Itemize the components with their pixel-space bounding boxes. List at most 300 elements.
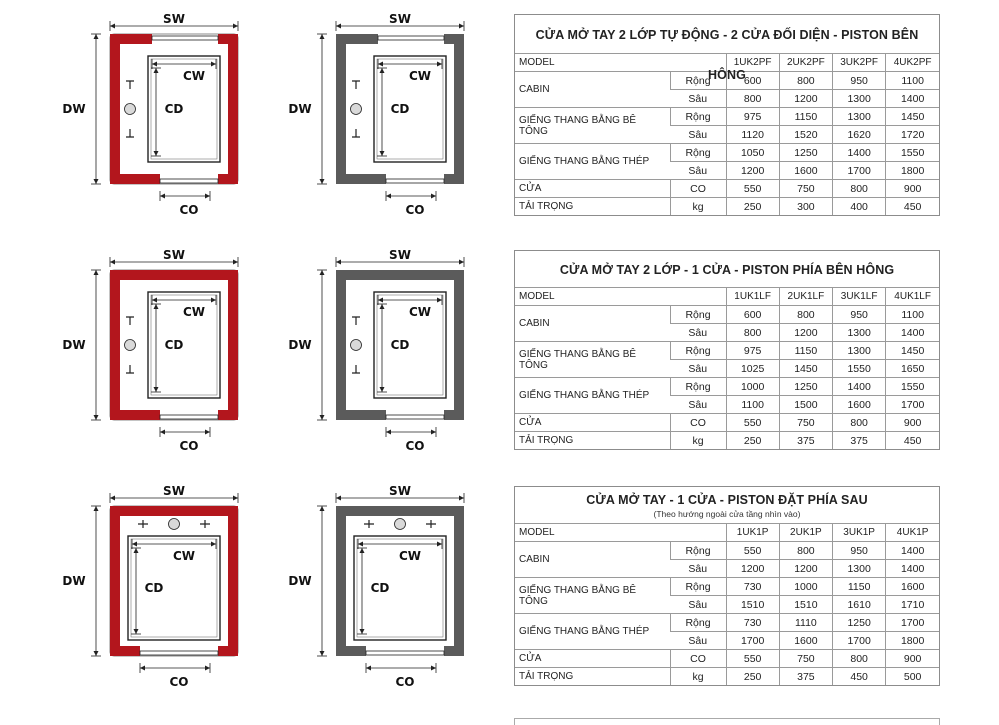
group-label: CỬA (515, 180, 670, 198)
table-cell: 1100 (726, 396, 779, 414)
table-cell: 250 (726, 668, 779, 686)
guide-rail-icon (200, 520, 210, 528)
co-label: CO (405, 203, 425, 217)
shaft-diagram-1-brick (60, 14, 250, 219)
arrow-head (233, 260, 238, 265)
table-cell: 550 (726, 542, 779, 560)
guide-rail-icon (138, 520, 148, 528)
arrow-head (336, 24, 341, 29)
table-cell: 1150 (779, 342, 832, 360)
table-cell: 1400 (886, 324, 939, 342)
shaft-diagram-1-steel (286, 14, 476, 219)
table-cell: 550 (726, 414, 779, 432)
table-cell: 1700 (833, 162, 886, 180)
row-unit: Rộng (670, 342, 726, 360)
table-cell: 1200 (726, 162, 779, 180)
wall-bottom-right (218, 174, 238, 184)
dw-label: DW (288, 102, 312, 116)
table-cell: 750 (779, 414, 832, 432)
table-cell: 1450 (779, 360, 832, 378)
table-cell: 1300 (833, 90, 886, 108)
arrow-head (160, 194, 165, 199)
arrow-head (320, 34, 325, 39)
model-name: 2UK1P (779, 524, 832, 542)
model-name: 1UK1LF (726, 288, 779, 306)
piston-icon (351, 104, 362, 115)
wall-left (336, 270, 346, 420)
guide-rail-icon (352, 129, 360, 137)
table-cell: 1600 (833, 396, 886, 414)
guide-rail-icon (126, 365, 134, 373)
arrow-head (94, 651, 99, 656)
spec-table-title: CỬA MỞ TAY 2 LỚP - 1 CỬA - PISTON PHÍA BÊN HÔNG (559, 263, 895, 277)
sw-label: SW (163, 248, 185, 262)
wall-top-right (218, 34, 238, 44)
row-unit: Sâu (670, 162, 726, 180)
table-row (515, 524, 939, 542)
table-cell: 1700 (886, 614, 939, 632)
arrow-head (459, 24, 464, 29)
model-label: MODEL (515, 524, 726, 542)
door-sill (140, 651, 218, 655)
table-cell: 730 (726, 578, 779, 596)
model-name: 3UK1P (833, 524, 886, 542)
row-unit: Sâu (670, 90, 726, 108)
guide-rail-icon (352, 317, 360, 325)
table-row (515, 180, 939, 198)
table-cell: 1450 (886, 108, 939, 126)
dw-label: DW (288, 574, 312, 588)
table-cell: 800 (779, 306, 832, 324)
wall-bottom-left (110, 646, 140, 656)
row-unit: Rộng (670, 144, 726, 162)
shaft-plan-svg (60, 486, 250, 691)
table-cell: 975 (726, 342, 779, 360)
co-label: CO (179, 203, 199, 217)
table-cell: 950 (833, 306, 886, 324)
table-cell: 800 (726, 324, 779, 342)
table-cell: 1510 (726, 596, 779, 614)
table-cell: 450 (886, 198, 939, 216)
table-cell: 1025 (726, 360, 779, 378)
guide-rail-icon (426, 520, 436, 528)
table-cell: 1450 (886, 342, 939, 360)
row-unit: CO (670, 414, 726, 432)
cw-label: CW (182, 305, 206, 319)
cd-label: CD (164, 338, 184, 352)
model-label: MODEL (515, 288, 726, 306)
table-cell: 800 (779, 542, 832, 560)
table-cell: 800 (779, 72, 832, 90)
model-name: 1UK1P (726, 524, 779, 542)
table-cell: 1110 (779, 614, 832, 632)
model-name: 2UK1LF (779, 288, 832, 306)
group-label: CABIN (515, 542, 670, 578)
wall-right (228, 506, 238, 656)
model-name: 4UK2PF (886, 54, 939, 72)
arrow-head (205, 430, 210, 435)
table-cell: 550 (726, 650, 779, 668)
table-row (515, 650, 939, 668)
wall-bottom-left (336, 410, 386, 420)
cw-label: CW (408, 305, 432, 319)
table-cell: 1400 (886, 542, 939, 560)
table-cell: 800 (833, 414, 886, 432)
shaft-diagram-3-steel (286, 486, 476, 691)
cw-label: CW (398, 549, 422, 563)
piston-icon (351, 340, 362, 351)
table-cell: 1610 (833, 596, 886, 614)
table-cell: 900 (886, 650, 939, 668)
table-cell: 450 (833, 668, 886, 686)
wall-right (454, 270, 464, 420)
table-cell: 1800 (886, 162, 939, 180)
table-row (515, 342, 939, 360)
wall-bottom-left (336, 174, 386, 184)
wall-top (336, 270, 464, 280)
row-unit: Rộng (670, 306, 726, 324)
table-cell: 1720 (886, 126, 939, 144)
spec-table-2 (514, 250, 940, 450)
table-row (515, 198, 939, 216)
sw-label: SW (389, 248, 411, 262)
arrow-head (459, 260, 464, 265)
wall-left (110, 34, 120, 184)
table-cell: 1000 (726, 378, 779, 396)
row-unit: Sâu (670, 396, 726, 414)
spec-table-grid (515, 287, 939, 449)
row-unit: Sâu (670, 360, 726, 378)
row-unit: CO (670, 650, 726, 668)
table-cell: 1510 (779, 596, 832, 614)
wall-bottom-right (218, 410, 238, 420)
table-cell: 1400 (886, 90, 939, 108)
arrow-head (431, 430, 436, 435)
wall-bottom-right (444, 174, 464, 184)
row-unit: Rộng (670, 108, 726, 126)
table-row (515, 432, 939, 450)
group-label: TẢI TRỌNG (515, 198, 670, 216)
piston-icon (169, 519, 180, 530)
cd-label: CD (370, 581, 390, 595)
arrow-head (336, 260, 341, 265)
table-cell: 800 (833, 650, 886, 668)
table-cell: 1200 (726, 560, 779, 578)
table-cell: 975 (726, 108, 779, 126)
arrow-head (110, 496, 115, 501)
group-label: GIẾNG THANG BẰNG BÊ TÔNG (515, 578, 670, 614)
wall-top-left (110, 34, 152, 44)
table-cell: 1000 (779, 578, 832, 596)
arrow-head (94, 506, 99, 511)
piston-icon (125, 340, 136, 351)
wall-left (336, 506, 346, 656)
table-cell: 1600 (886, 578, 939, 596)
table-cell: 1120 (726, 126, 779, 144)
table-cell: 1500 (779, 396, 832, 414)
sw-label: SW (163, 484, 185, 498)
sw-label: SW (389, 484, 411, 498)
piston-icon (395, 519, 406, 530)
table-row (515, 668, 939, 686)
shaft-plan-svg (286, 250, 476, 455)
table-cell: 1100 (886, 306, 939, 324)
table-cell: 1400 (833, 378, 886, 396)
table-cell: 1300 (833, 342, 886, 360)
table-cell: 1200 (779, 560, 832, 578)
spec-table-3 (514, 486, 940, 686)
model-name: 3UK1LF (833, 288, 886, 306)
arrow-head (205, 194, 210, 199)
cw-label: CW (182, 69, 206, 83)
arrow-head (366, 666, 371, 671)
guide-rail-icon (126, 81, 134, 89)
arrow-head (94, 415, 99, 420)
arrow-head (386, 430, 391, 435)
table-cell: 1300 (833, 108, 886, 126)
guide-rail-icon (352, 365, 360, 373)
group-label: TẢI TRỌNG (515, 668, 670, 686)
model-name: 4UK1LF (886, 288, 939, 306)
arrow-head (320, 270, 325, 275)
group-label: CỬA (515, 414, 670, 432)
arrow-head (320, 506, 325, 511)
group-label: CABIN (515, 72, 670, 108)
table-cell: 1550 (886, 144, 939, 162)
table-cell: 800 (833, 180, 886, 198)
table-cell: 1250 (779, 144, 832, 162)
arrow-head (94, 179, 99, 184)
group-label: CỬA (515, 650, 670, 668)
cd-label: CD (390, 338, 410, 352)
table-cell: 1200 (779, 324, 832, 342)
wall-right (454, 34, 464, 184)
guide-rail-icon (364, 520, 374, 528)
table-cell: 1400 (833, 144, 886, 162)
table-cell: 1800 (886, 632, 939, 650)
table-cell: 1700 (726, 632, 779, 650)
table-cell: 500 (886, 668, 939, 686)
wall-top (110, 270, 238, 280)
arrow-head (110, 24, 115, 29)
cd-label: CD (164, 102, 184, 116)
table-cell: 730 (726, 614, 779, 632)
cd-label: CD (144, 581, 164, 595)
arrow-head (233, 24, 238, 29)
shaft-plan-svg (286, 14, 476, 219)
sw-label: SW (389, 12, 411, 26)
row-unit: Sâu (670, 126, 726, 144)
table-cell: 1150 (833, 578, 886, 596)
door-sill (386, 415, 444, 419)
table-row (515, 144, 939, 162)
shaft-diagram-2-steel (286, 250, 476, 455)
wall-bottom-right (444, 410, 464, 420)
group-label: TẢI TRỌNG (515, 432, 670, 450)
spec-table-title: CỬA MỞ TAY - 1 CỬA - PISTON ĐẶT PHÍA SAU (586, 493, 868, 507)
wall-right (454, 506, 464, 656)
table-cell: 375 (833, 432, 886, 450)
co-label: CO (169, 675, 189, 689)
table-cell: 600 (726, 306, 779, 324)
model-name: 4UK1P (886, 524, 939, 542)
table-cell: 1620 (833, 126, 886, 144)
group-label: CABIN (515, 306, 670, 342)
dw-label: DW (62, 102, 86, 116)
row-unit: Rộng (670, 614, 726, 632)
row-unit: kg (670, 432, 726, 450)
row-unit: Sâu (670, 596, 726, 614)
shaft-plan-svg (286, 486, 476, 691)
group-label: GIẾNG THANG BẰNG THÉP (515, 378, 670, 414)
row-unit: Rộng (670, 378, 726, 396)
guide-rail-icon (352, 81, 360, 89)
wall-left (110, 506, 120, 656)
table-row (515, 108, 939, 126)
table-cell: 950 (833, 72, 886, 90)
dw-label: DW (62, 574, 86, 588)
row-unit: Rộng (670, 72, 726, 90)
spec-table-1 (514, 14, 940, 216)
table-row (515, 578, 939, 596)
wall-bottom-right (218, 646, 238, 656)
cd-label: CD (390, 102, 410, 116)
arrow-head (140, 666, 145, 671)
table-cell: 450 (886, 432, 939, 450)
table-cell: 750 (779, 650, 832, 668)
row-unit: kg (670, 668, 726, 686)
shaft-plan-svg (60, 250, 250, 455)
wall-right (228, 34, 238, 184)
door-sill-rear (378, 36, 444, 40)
piston-icon (125, 104, 136, 115)
arrow-head (205, 666, 210, 671)
door-sill (160, 415, 218, 419)
group-label: GIẾNG THANG BẰNG BÊ TÔNG (515, 342, 670, 378)
dw-label: DW (288, 338, 312, 352)
wall-right (228, 270, 238, 420)
table-cell: 250 (726, 432, 779, 450)
table-cell: 750 (779, 180, 832, 198)
table-cell: 1100 (886, 72, 939, 90)
spec-table-subtitle: (Theo hướng ngoài cửa tầng nhìn vào) (653, 509, 801, 519)
dw-label: DW (62, 338, 86, 352)
row-unit: kg (670, 198, 726, 216)
co-label: CO (395, 675, 415, 689)
table-row (515, 614, 939, 632)
table-cell: 1700 (833, 632, 886, 650)
door-sill (366, 651, 444, 655)
table-row (515, 378, 939, 396)
table-cell: 1710 (886, 596, 939, 614)
table-cell: 1200 (779, 90, 832, 108)
table-cell: 1050 (726, 144, 779, 162)
table-cell: 1550 (833, 360, 886, 378)
group-label: GIẾNG THANG BẰNG BÊ TÔNG (515, 108, 670, 144)
row-unit: CO (670, 180, 726, 198)
arrow-head (320, 651, 325, 656)
co-label: CO (405, 439, 425, 453)
arrow-head (459, 496, 464, 501)
model-label: MODEL (515, 54, 726, 72)
wall-bottom-left (336, 646, 366, 656)
cw-label: CW (408, 69, 432, 83)
table-cell: 900 (886, 180, 939, 198)
table-cell: 1520 (779, 126, 832, 144)
wall-left (110, 270, 120, 420)
wall-top-right (444, 34, 464, 44)
door-sill (386, 179, 444, 183)
spec-table-title: CỬA MỞ TAY 2 LỚP TỰ ĐỘNG - 2 CỬA ĐỐI DIỆN - PISTON BÊN HÔNG (535, 28, 919, 82)
table-cell: 375 (779, 668, 832, 686)
table-cell: 300 (779, 198, 832, 216)
row-unit: Rộng (670, 542, 726, 560)
row-unit: Rộng (670, 578, 726, 596)
table-cell: 1250 (779, 378, 832, 396)
guide-rail-icon (126, 129, 134, 137)
spec-table-grid (515, 523, 939, 685)
model-name: 3UK2PF (833, 54, 886, 72)
group-label: GIẾNG THANG BẰNG THÉP (515, 144, 670, 180)
table-cell: 250 (726, 198, 779, 216)
table-cell: 950 (833, 542, 886, 560)
table-cell: 1600 (779, 632, 832, 650)
table-cell: 600 (726, 72, 779, 90)
wall-top (110, 506, 238, 516)
arrow-head (386, 194, 391, 199)
table-cell: 1400 (886, 560, 939, 578)
sw-label: SW (163, 12, 185, 26)
table-cell: 400 (833, 198, 886, 216)
shaft-diagram-2-brick (60, 250, 250, 455)
arrow-head (94, 270, 99, 275)
group-label: GIẾNG THANG BẰNG THÉP (515, 614, 670, 650)
wall-top (336, 506, 464, 516)
arrow-head (110, 260, 115, 265)
cw-label: CW (172, 549, 196, 563)
table-row (515, 414, 939, 432)
table-cell: 1600 (779, 162, 832, 180)
row-unit: Sâu (670, 560, 726, 578)
arrow-head (431, 666, 436, 671)
shaft-plan-svg (60, 14, 250, 219)
wall-top-left (336, 34, 378, 44)
door-sill (160, 179, 218, 183)
table-row (515, 306, 939, 324)
wall-bottom-left (110, 410, 160, 420)
arrow-head (431, 194, 436, 199)
model-name: 1UK2PF (726, 54, 779, 72)
arrow-head (233, 496, 238, 501)
wall-bottom-right (444, 646, 464, 656)
co-label: CO (179, 439, 199, 453)
table-cell: 1700 (886, 396, 939, 414)
table-cell: 375 (779, 432, 832, 450)
table-row (515, 288, 939, 306)
row-unit: Sâu (670, 324, 726, 342)
table-cell: 800 (726, 90, 779, 108)
arrow-head (336, 496, 341, 501)
table-cell: 900 (886, 414, 939, 432)
table-cell: 1150 (779, 108, 832, 126)
arrow-head (320, 415, 325, 420)
table-cell: 1650 (886, 360, 939, 378)
door-sill-rear (152, 36, 218, 40)
table-row (515, 542, 939, 560)
guide-rail-icon (126, 317, 134, 325)
table-cell: 1250 (833, 614, 886, 632)
table-cell: 1300 (833, 324, 886, 342)
